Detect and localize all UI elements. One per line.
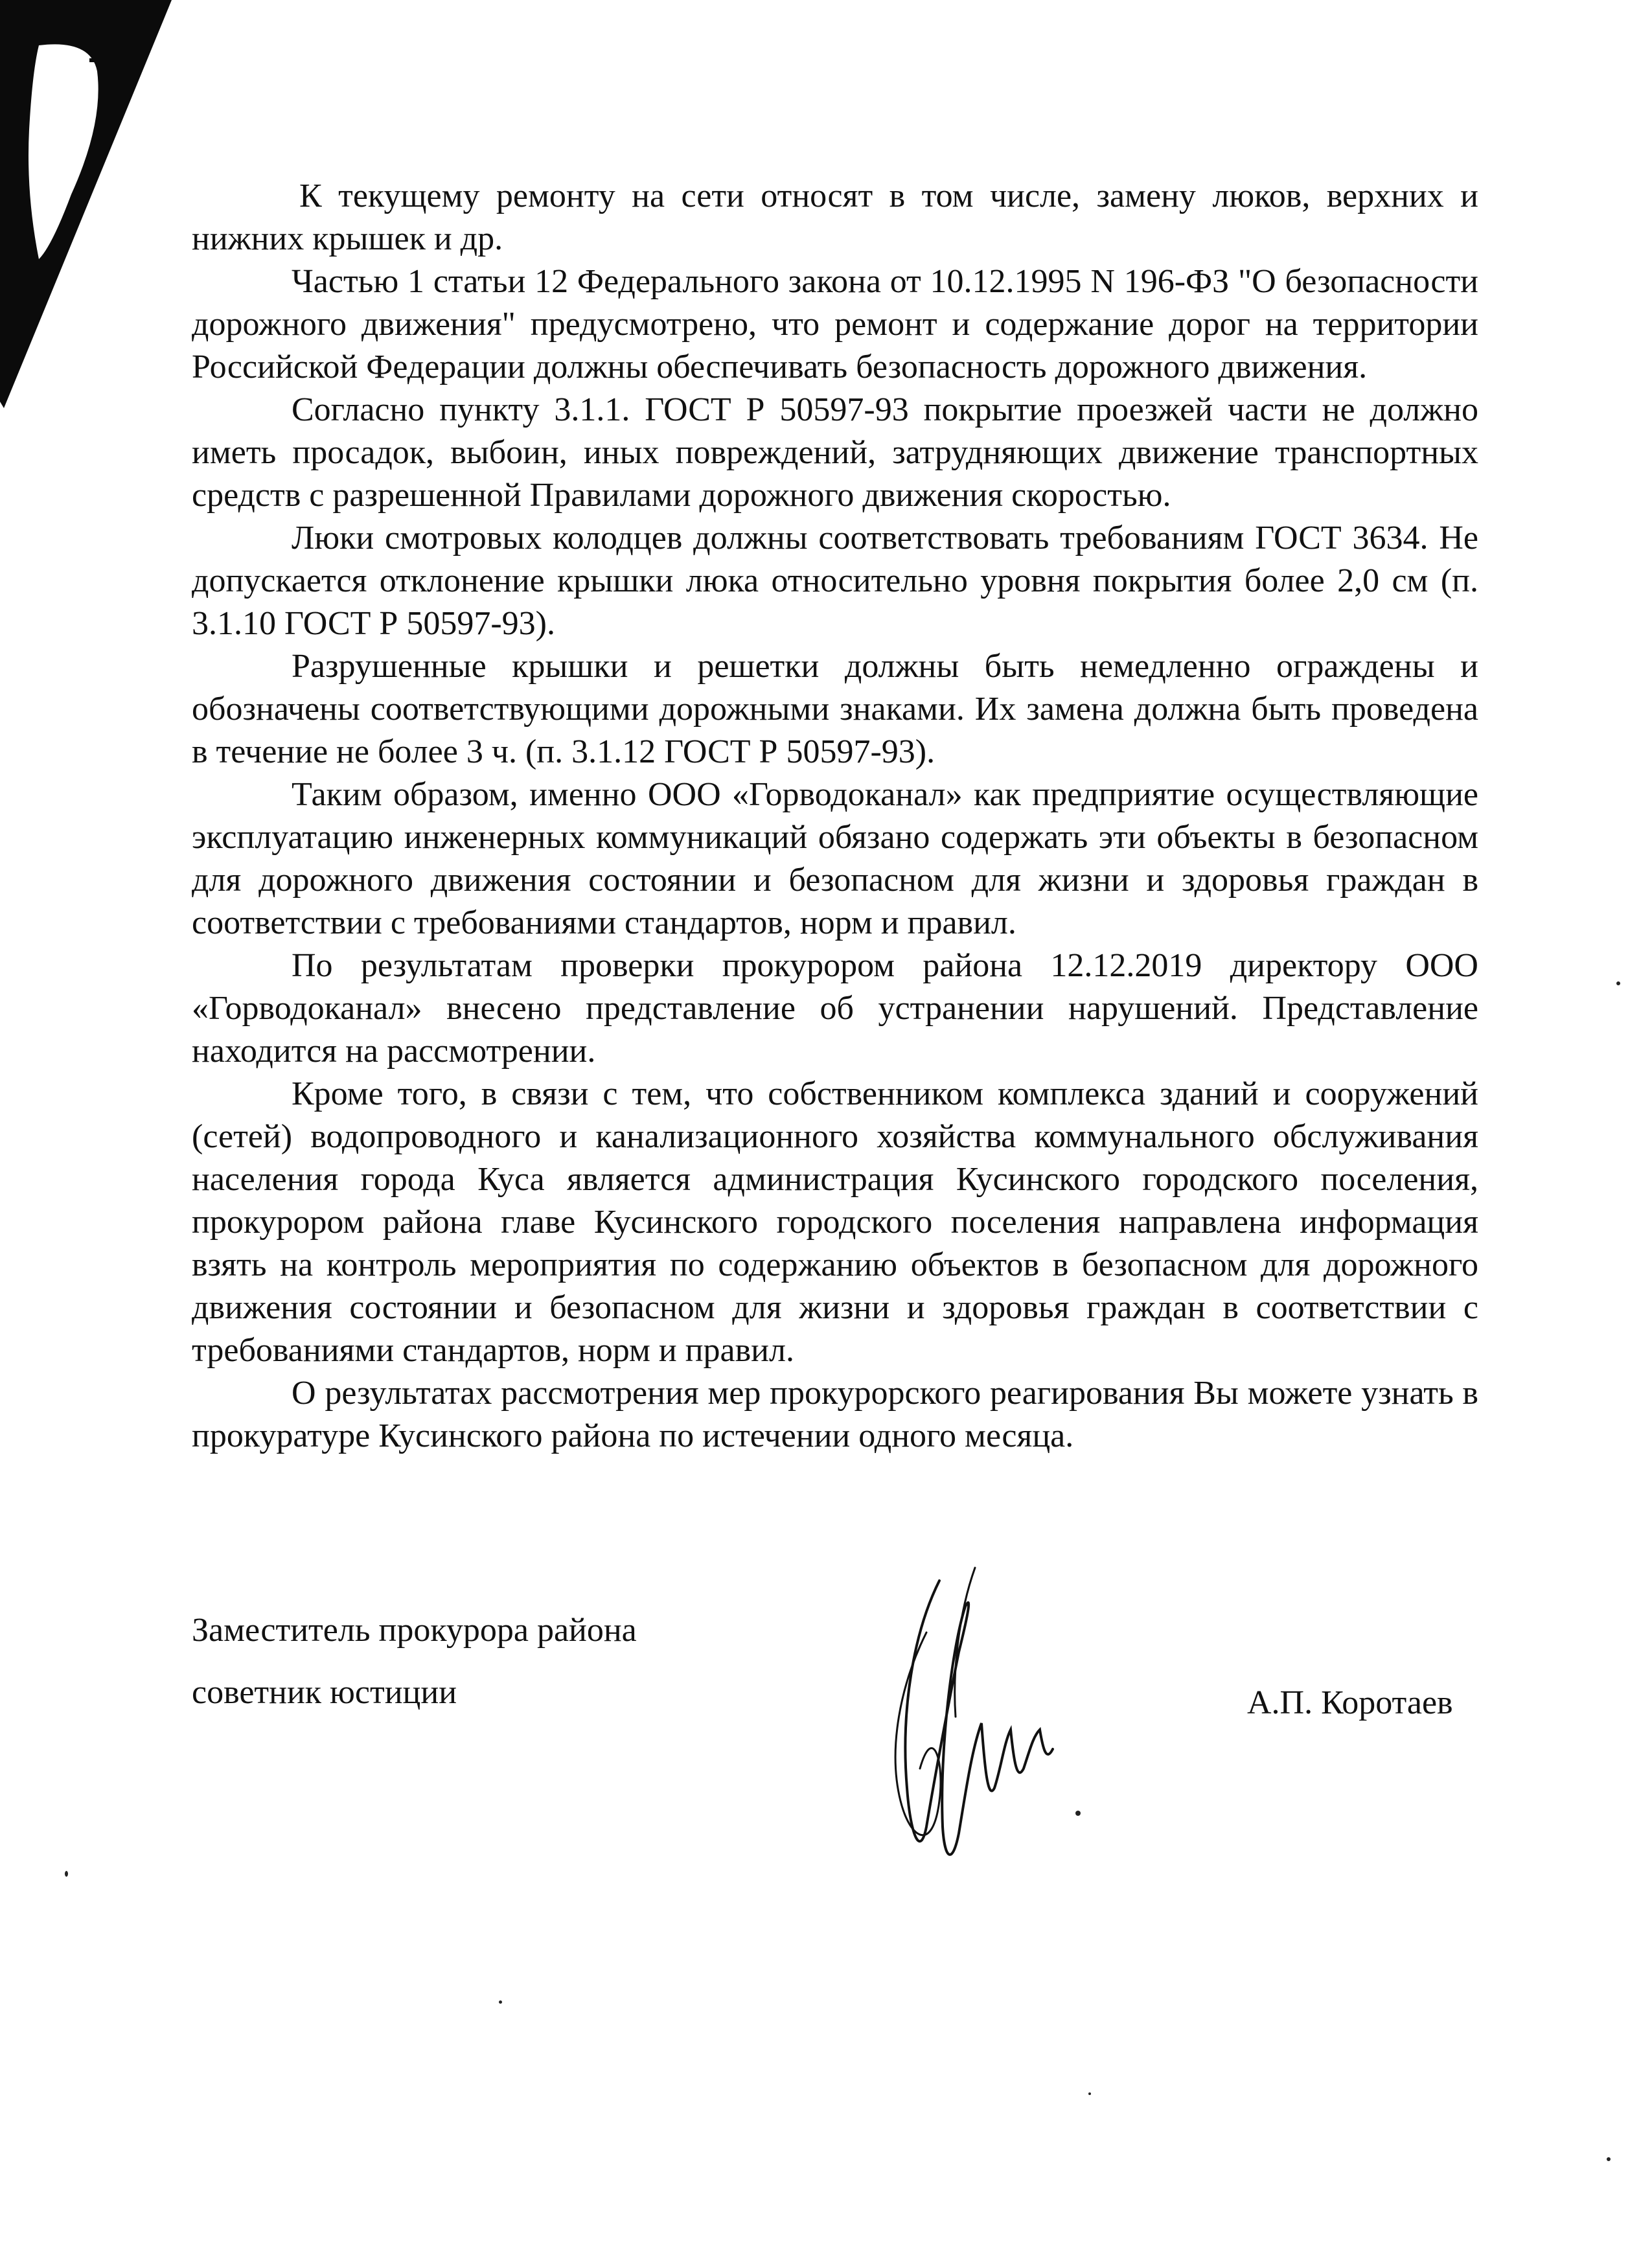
scan-speck [1088,2092,1091,2095]
paragraph-4: Люки смотровых колодцев должны соответствовать требованиям ГОСТ 3634. Не допускается отклонение крышки люка относительно уровня покрытия более 2,0 см (п. 3.1.10 ГОСТ Р 50597-93). [192,520,1478,642]
scan-speck [65,1871,68,1877]
paragraph-7: По результатам проверки прокурором района 12.12.2019 директору ООО «Горводоканал» внесено представление об устранении нарушений. Представление находится на рассмотрении. [192,947,1478,1070]
paragraph-9: О результатах рассмотрения мер прокурорского реагирования Вы можете узнать в прокуратуре Кусинского района по истечении одного месяца. [192,1375,1478,1454]
paragraph-1: К текущему ремонту на сети относят в том числе, замену люков, верхних и нижних крышек и др. [192,178,1478,257]
handwritten-signature [862,1555,1069,1892]
paragraph-2: Частью 1 статьи 12 Федерального закона от 10.12.1995 N 196-ФЗ "О безопасности дорожного движения" предусмотрено, что ремонт и содержание дорог на территории Российской Федерации должны обеспечивать безопасность дорожного движения. [192,263,1478,385]
signatory-position: Заместитель прокурора района [192,1612,637,1649]
scan-speck [1607,2157,1611,2161]
scan-speck [499,2000,502,2004]
paragraph-5: Разрушенные крышки и решетки должны быть немедленно ограждены и обозначены соответствующими дорожными знаками. Их замена должна быть проведена в течение не более 3 ч. (п. 3.1.12 ГОСТ Р 50597-93). [192,648,1478,770]
scan-edge-shadow [0,0,194,415]
paragraph-6: Таким образом, именно ООО «Горводоканал» как предприятие осуществляющие эксплуатацию инженерных коммуникаций обязано содержать эти объекты в безопасном для дорожного движения состоянии и безопасном для жизни и здоровья граждан в соответствии с требованиями стандартов, норм и правил. [192,776,1478,941]
letter-body [192,175,1478,1458]
scan-speck [1616,981,1620,985]
paragraph-3: Согласно пункту 3.1.1. ГОСТ Р 50597-93 покрытие проезжей части не должно иметь просадок, выбоин, иных повреждений, затрудняющих движение транспортных средств с разрешенной Правилами дорожного движения скоростью. [192,391,1478,514]
signatory-rank: советник юстиции [192,1674,457,1711]
paragraph-8: Кроме того, в связи с тем, что собственником комплекса зданий и сооружений (сетей) водопроводного и канализационного хозяйства коммунального обслуживания населения города Куса является администрация Кусинского городского поселения, прокурором района главе Кусинского городского поселения направлена информация взять на контроль мероприятия по содержанию объектов в безопасном для дорожного движения состоянии и безопасном для жизни и здоровья граждан в соответствии с требованиями стандартов, норм и правил. [192,1075,1478,1369]
signatory-name: А.П. Коротаев [1247,1684,1453,1721]
scan-speck [1075,1811,1081,1816]
